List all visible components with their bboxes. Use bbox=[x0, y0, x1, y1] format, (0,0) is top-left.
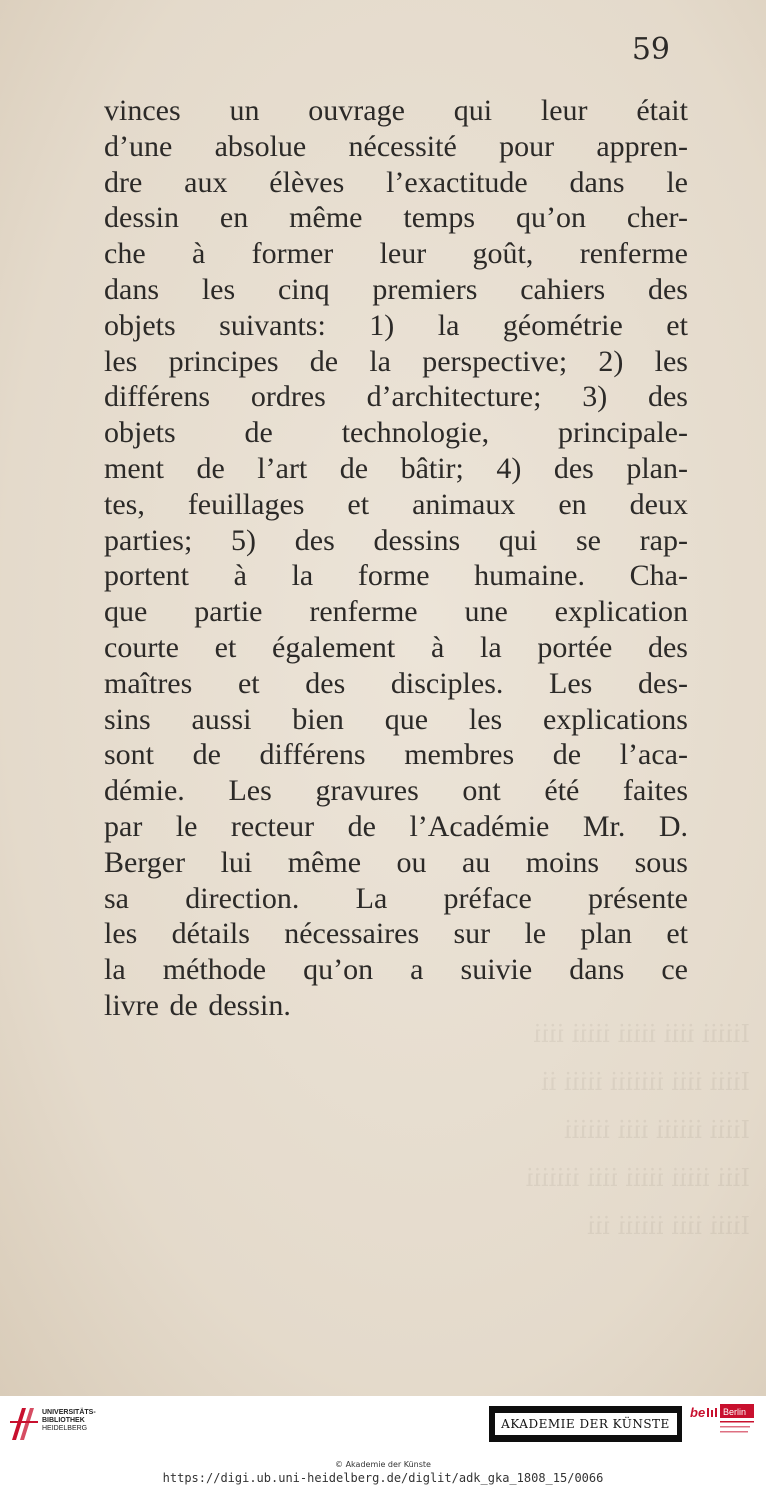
text-line bbox=[104, 379, 688, 415]
text-line bbox=[104, 236, 688, 272]
word: deux bbox=[629, 487, 688, 521]
word: ouvrage bbox=[308, 94, 405, 127]
word: élèves bbox=[269, 165, 345, 199]
word: l’aca- bbox=[619, 738, 688, 772]
word: à bbox=[233, 559, 247, 593]
word: humaine. bbox=[474, 559, 585, 593]
word: renferme bbox=[309, 595, 418, 629]
word: était bbox=[636, 94, 688, 127]
word: des bbox=[647, 272, 688, 306]
word: se bbox=[575, 523, 601, 557]
word: méthode bbox=[162, 953, 267, 987]
word: partie bbox=[194, 595, 263, 629]
text-line bbox=[104, 881, 688, 917]
word: également bbox=[272, 630, 396, 664]
word: les bbox=[104, 344, 138, 378]
word: membres bbox=[404, 738, 515, 772]
word: d’architecture; bbox=[366, 380, 542, 414]
word: rap- bbox=[639, 523, 688, 557]
word: Les bbox=[549, 666, 593, 700]
word: appren- bbox=[596, 129, 688, 163]
word: nécessité bbox=[348, 129, 457, 163]
word: 4) bbox=[496, 451, 522, 485]
word: qui bbox=[453, 94, 493, 127]
bleed-through-text: Iiiiii iiii iiiii iiiii iiii Iiiii iiii iiiiiii iiiii ii Iiiii iiiiii iiii iiiiii Iiii iiiii iiiii iiii iiiiiii Iiiii iiii iiiiii iii bbox=[525, 1020, 750, 1240]
ub-line-1: UNIVERSITÄTS- bbox=[42, 1409, 96, 1416]
berlin-senate-logo-icon[interactable] bbox=[690, 1404, 756, 1444]
word: par bbox=[104, 809, 143, 843]
text-line bbox=[104, 93, 688, 129]
word: renferme bbox=[579, 237, 688, 271]
word: Mr. bbox=[582, 809, 626, 843]
ub-line-3: HEIDELBERG bbox=[42, 1425, 88, 1432]
word: vinces bbox=[104, 94, 181, 127]
text-line bbox=[104, 415, 688, 451]
word: différens bbox=[259, 738, 366, 772]
word: cahiers bbox=[520, 272, 606, 306]
word: 1) bbox=[369, 308, 395, 342]
word: perspective; bbox=[422, 344, 568, 378]
word: des bbox=[647, 630, 688, 664]
word: objets bbox=[104, 308, 176, 342]
word: D. bbox=[658, 809, 688, 843]
word: différens bbox=[104, 380, 211, 414]
word: courte bbox=[104, 630, 179, 664]
word: cher- bbox=[626, 201, 688, 235]
word: faites bbox=[623, 774, 688, 808]
word: à bbox=[191, 237, 206, 271]
word: Les bbox=[228, 774, 272, 808]
word: suivie bbox=[460, 953, 533, 987]
word: sa bbox=[104, 881, 129, 915]
word: qui bbox=[498, 523, 538, 557]
text-line bbox=[104, 558, 688, 594]
word: sous bbox=[634, 845, 688, 879]
word: et bbox=[666, 308, 688, 342]
word: les bbox=[201, 272, 236, 306]
word: même bbox=[289, 201, 363, 235]
word: principes bbox=[168, 344, 279, 378]
word: ordres bbox=[250, 380, 326, 414]
word: che bbox=[104, 237, 146, 271]
word: livre bbox=[104, 988, 159, 1022]
copyright-notice: © Akademie der Künste bbox=[335, 1460, 431, 1469]
word: dans bbox=[569, 165, 625, 199]
page-url[interactable]: https://digi.ub.uni-heidelberg.de/diglit/adk_gka_1808_15/0066 bbox=[162, 1471, 604, 1485]
word: sur bbox=[453, 917, 491, 951]
word: technologie, bbox=[341, 416, 490, 450]
text-line bbox=[104, 916, 688, 952]
word: des bbox=[553, 451, 594, 485]
word: même bbox=[287, 845, 362, 879]
text-line bbox=[104, 952, 688, 988]
text-line bbox=[104, 451, 688, 487]
word: de bbox=[347, 809, 376, 843]
word: ment bbox=[104, 451, 164, 485]
word: gravures bbox=[315, 774, 419, 808]
word: portée bbox=[537, 630, 613, 664]
word: temps bbox=[403, 201, 476, 235]
word: été bbox=[544, 774, 580, 808]
text-line bbox=[104, 773, 688, 809]
adk-logo-link[interactable] bbox=[489, 1406, 682, 1442]
text-line bbox=[104, 845, 688, 881]
word: Cha- bbox=[629, 559, 688, 593]
word: aussi bbox=[191, 702, 252, 736]
text-line bbox=[104, 200, 688, 236]
word: explications bbox=[542, 702, 688, 736]
word: recteur bbox=[230, 809, 315, 843]
word: tes, bbox=[104, 487, 145, 521]
word: en bbox=[219, 201, 249, 235]
word: de bbox=[339, 451, 369, 485]
text-line bbox=[104, 702, 688, 738]
word: les bbox=[654, 344, 688, 378]
word: dans bbox=[104, 272, 159, 306]
word: plan- bbox=[626, 451, 688, 485]
word: qu’on bbox=[516, 201, 586, 235]
word: ce bbox=[661, 953, 688, 987]
word: a bbox=[410, 953, 424, 987]
word: principale- bbox=[558, 416, 688, 450]
text-line bbox=[104, 344, 688, 380]
text-line bbox=[104, 809, 688, 845]
word: le bbox=[175, 809, 198, 843]
word: suivants: bbox=[219, 308, 326, 342]
word: aux bbox=[184, 165, 228, 199]
word: leur bbox=[540, 94, 588, 127]
word: que bbox=[384, 702, 429, 736]
page-number: 59 bbox=[631, 32, 670, 67]
word: lui bbox=[220, 845, 253, 879]
word: pour bbox=[499, 129, 555, 163]
word: que bbox=[104, 595, 148, 629]
word: dre bbox=[104, 165, 143, 199]
word: dessins bbox=[373, 523, 461, 557]
word: et bbox=[666, 917, 688, 951]
word: former bbox=[251, 237, 334, 271]
text-line bbox=[104, 666, 688, 702]
word: l’art bbox=[257, 451, 308, 485]
word: forme bbox=[357, 559, 430, 593]
word: démie. bbox=[104, 774, 185, 808]
word: La bbox=[355, 881, 388, 915]
word: moins bbox=[525, 845, 600, 879]
word: de bbox=[244, 416, 273, 450]
text-line bbox=[104, 594, 688, 630]
text-line bbox=[104, 630, 688, 666]
word: ont bbox=[462, 774, 501, 808]
word: présente bbox=[588, 881, 688, 915]
text-line bbox=[104, 523, 688, 559]
word: cinq bbox=[277, 272, 330, 306]
berlin-label: Berlin bbox=[723, 1407, 747, 1417]
text-line bbox=[104, 165, 688, 201]
adk-logo-label: AKADEMIE DER KÜNSTE bbox=[495, 1413, 677, 1435]
word: une bbox=[464, 595, 508, 629]
word: sins bbox=[104, 702, 151, 736]
word: parties; bbox=[104, 523, 193, 557]
word: leur bbox=[379, 237, 427, 271]
word: ou bbox=[396, 845, 427, 879]
word: nécessaires bbox=[284, 917, 420, 951]
word: la bbox=[104, 953, 126, 987]
word: disciples. bbox=[390, 666, 504, 700]
word: premiers bbox=[372, 272, 478, 306]
word: explication bbox=[554, 595, 688, 629]
word: les bbox=[468, 702, 503, 736]
word: et bbox=[347, 487, 370, 521]
word: dessin. bbox=[208, 988, 291, 1022]
word: bien bbox=[292, 702, 344, 736]
word: 5) bbox=[231, 523, 257, 557]
word: 2) bbox=[598, 344, 624, 378]
word: feuillages bbox=[187, 487, 305, 521]
ub-heidelberg-logo-icon[interactable] bbox=[8, 1402, 40, 1444]
word: et bbox=[237, 666, 260, 700]
word: bâtir; bbox=[400, 451, 464, 485]
word: de bbox=[552, 738, 582, 772]
ub-heidelberg-wordmark bbox=[42, 1409, 96, 1433]
word: 3) bbox=[582, 380, 608, 414]
body-text bbox=[104, 93, 688, 1024]
word: dans bbox=[569, 953, 625, 987]
word: l’Académie bbox=[409, 809, 550, 843]
word: de bbox=[196, 451, 225, 485]
word: d’une bbox=[104, 129, 173, 163]
word: plan bbox=[580, 917, 633, 951]
text-line bbox=[104, 129, 688, 165]
word: portent bbox=[104, 559, 189, 593]
word: qu’on bbox=[303, 953, 374, 987]
word: préface bbox=[443, 881, 532, 915]
word: la bbox=[437, 308, 460, 342]
word: la bbox=[291, 559, 314, 593]
word: détails bbox=[171, 917, 250, 951]
word: le bbox=[524, 917, 547, 951]
word: des bbox=[305, 666, 346, 700]
word: un bbox=[229, 94, 260, 127]
word: maîtres bbox=[104, 666, 193, 700]
word: le bbox=[666, 165, 688, 199]
word: de bbox=[192, 738, 221, 772]
word: Berger bbox=[104, 845, 186, 879]
text-line bbox=[104, 487, 688, 523]
text-line bbox=[104, 737, 688, 773]
word: l’exactitude bbox=[386, 165, 528, 199]
text-line bbox=[104, 308, 688, 344]
ub-line-2: BIBLIOTHEK bbox=[42, 1417, 85, 1424]
word: géométrie bbox=[502, 308, 623, 342]
word: dessin bbox=[104, 201, 179, 235]
word: direction. bbox=[185, 881, 300, 915]
word: en bbox=[558, 487, 587, 521]
word: la bbox=[479, 630, 502, 664]
svg-text:be: be bbox=[690, 1405, 706, 1420]
text-line bbox=[104, 272, 688, 308]
word: absolue bbox=[214, 129, 307, 163]
word: au bbox=[461, 845, 491, 879]
word: la bbox=[369, 344, 391, 378]
word: de bbox=[169, 988, 198, 1022]
word: les bbox=[104, 917, 138, 951]
word: des bbox=[294, 523, 335, 557]
word: des- bbox=[638, 666, 688, 700]
word: goût, bbox=[472, 237, 534, 271]
word: sont bbox=[104, 738, 155, 772]
word: animaux bbox=[412, 487, 516, 521]
word: objets bbox=[104, 416, 176, 450]
word: de bbox=[309, 344, 339, 378]
word: à bbox=[430, 630, 445, 664]
word: et bbox=[214, 630, 237, 664]
word: des bbox=[647, 380, 688, 414]
